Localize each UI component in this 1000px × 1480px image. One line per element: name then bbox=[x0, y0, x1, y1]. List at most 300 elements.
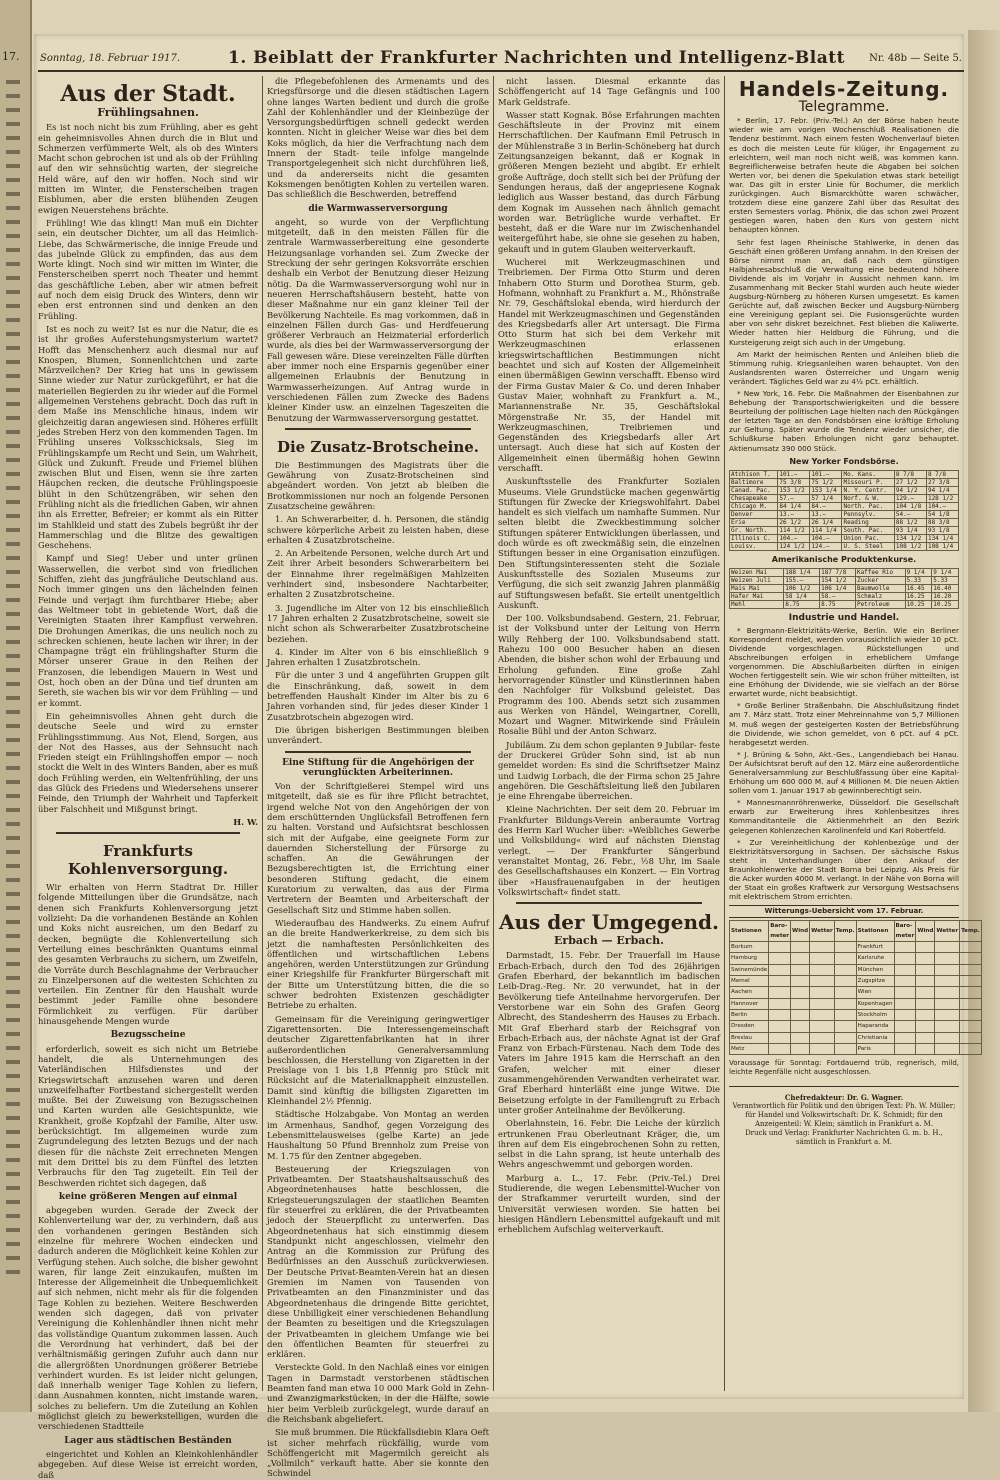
table-cell: Christiania bbox=[856, 1032, 894, 1043]
column-header: Wetter bbox=[810, 920, 835, 942]
paragraph: nicht lassen. Diesmal erkannte das Schöffengericht auf 14 Tage Gefängnis und 100 Mark Geldstrafe. bbox=[498, 76, 720, 107]
table-cell: U. S. Steel bbox=[842, 542, 894, 550]
table-cell: Baltimore bbox=[730, 478, 778, 486]
table-cell: Erie bbox=[730, 518, 778, 526]
paragraph: Oberlahnstein, 16. Febr. Die Leiche der kürzlich ertrunkenen Frau Oberleutnant Kräger, die, um ihren auf dem Eis eingebrochenen Sohn zu retten, selbst in die Lahn sprang, ist heute unterhalb des Wehrs angeschwemmt und geborgen worden. bbox=[498, 1118, 720, 1170]
table-cell bbox=[916, 976, 935, 987]
table-cell: 9 1/4 bbox=[932, 569, 959, 577]
table-row bbox=[730, 494, 959, 502]
list-item: 2. An Arbeitende Personen, welche durch Art und Zeit ihrer Arbeit besonders Schwerarbeitern bei der Einnahme ihrer regelmäßigen Mahlzeiten verhindert sind, insbesondere Nachtarbeiter, erhalten 2 Zusatzbrotscheine. bbox=[267, 548, 489, 600]
table-cell: N. Y. Centr. bbox=[842, 486, 894, 494]
subheading-keine-groesseren-mengen: keine größeren Mengen auf einmal bbox=[58, 1191, 238, 1202]
table-cell: 134 1/4 bbox=[926, 534, 958, 542]
table-cell: Petroleum bbox=[855, 601, 905, 609]
paragraph: * New York, 16. Febr. Die Maßnahmen der Eisenbahnen zur Behebung der Transportschwierigkeiten und die bessere Beurteilung der politischen Lage hielten nach den Rückgängen der letzten Tage an den Fondsbörsen eine kräftige Erholung zur Geltung. Später wurde die Tendenz wieder unsicher, die Schlußkurse haben Erholungen nicht ganz behauptet. Aktienumsatz 390 000 Stück. bbox=[729, 389, 959, 453]
subheading-industrie-handel: Industrie und Handel. bbox=[788, 613, 900, 624]
table-cell: Atchison T. bbox=[730, 470, 778, 478]
table-cell bbox=[834, 1021, 856, 1032]
table-cell: Borkum bbox=[730, 942, 769, 953]
weather-forecast: Voraussage für Sonntag: Fortdauernd trüb, regnerisch, mild, leichte Regenfälle nicht ausgeschlossen. bbox=[729, 1059, 959, 1076]
table-cell bbox=[894, 953, 916, 964]
table-fondsboerse bbox=[729, 470, 959, 551]
table-cell: Hannover bbox=[730, 998, 769, 1009]
list-item: 4. Kinder im Alter von 6 bis einschließlich 9 Jahren erhalten 1 Zusatzbrotschein. bbox=[267, 646, 489, 668]
paragraph: die Pflegebefohlenen des Armenamts und des Kriegsfürsorge und die diesen städtischen Lagern ohne langes Warten bedient und durch die große Zahl der Kohlenhändler und der Kleinbezüge der Versorgungsbedürftigen schnell gedeckt werden konnten. Nicht in gleicher Weise war dies bei dem Koks möglich, da hier die Verfrachtung nach dem Innern der Stadt- teile infolge mangelnde Transportgelegenheit sich nicht durchführen ließ, und da andererseits nicht die gesamten Koksmengen benötigten Kohlen zu verteilen waren. Das schließlich die Beschwerden, betreffend bbox=[267, 76, 489, 200]
article-title-stiftung: Eine Stiftung für die Angehörigen der verunglückten Arbeiterinnen. bbox=[282, 757, 474, 778]
page-stack-edge bbox=[968, 30, 1000, 1412]
table-cell: 93 1/4 bbox=[894, 526, 926, 534]
table-cell: Louisv. bbox=[730, 542, 778, 550]
table-cell bbox=[791, 942, 810, 953]
table-cell bbox=[894, 987, 916, 998]
table-cell: Kaffee Rio bbox=[855, 569, 905, 577]
table-cell bbox=[810, 942, 835, 953]
table-cell: 155.— bbox=[784, 577, 820, 585]
article-title-fruehlingsahnen: Frühlingsahnen. bbox=[97, 106, 199, 119]
table-cell: 57 1/4 bbox=[810, 494, 842, 502]
table-cell bbox=[916, 1043, 935, 1054]
table-cell: Reading bbox=[842, 518, 894, 526]
table-cell: Breslau bbox=[730, 1032, 769, 1043]
table-cell: Canad. Pac. bbox=[730, 486, 778, 494]
table-row bbox=[730, 585, 959, 593]
table-cell: 58 1/4 bbox=[784, 593, 820, 601]
table-cell: 26 1/2 bbox=[778, 518, 810, 526]
paragraph: Ist es noch zu weit? Ist es nur die Natur, die es ist ihr großes Auferstehungsmysterium wartet? Hofft das Menschenherz auch diesmal nur auf Knospen, Blumen, Sonnenlichtchen und zarte Märzveilchen? Der Krieg hat uns in gewissem Sinne wieder zur Natur zurückgeführt, er hat die materiellen Begierden zu ihr wieder auf die Formel allgemeinen Verstehens gebracht. Doch das ruft in dem Maße ins Menschliche hinaus, indem wir gleichzeitig daran angewiesen sind. Höheres erfüllt jedes Streben Herz von den kommenden Tagen. Im Frühling unseres Volksschicksals, Sieg im Frühlingskampfe um Recht und Sein, um Wahrheit, Glück und Zukunft. Freude und Friemel blühen zwischen Blut und Eisen, wenn sie ihre zarten Häupchen recken, die deutsche Frühlingspoesie blüht in den Schützengräben, wir sehen den Frühling nicht als die friedlichen Gaben, wir ahnen ihn als Erretter, Befreier; er kommt als ein Ritter im Stahlkleid und statt des Zubels begrüßt ihr der Hammerschlag und die Blitze des gewaltigen Geschehens. bbox=[38, 323, 258, 551]
paragraph: Es ist noch nicht bis zum Frühling, aber es geht ein geheimnisvolles Ahnen durch die in Blut und Schmerzen verfümmerte Welt, als ob des Winters Macht schon gebrochen ist und als ob der Frühling auf den wir sehnsüchtig warten, der siegreiche Held wäre, auf den wir hoffen. Noch sind wir mitten im Winter, die Fensterscheiben tragen Eisblumen, aber die ersten blühenden Zeugen ewigen Neuerstehens brächte. bbox=[38, 122, 258, 215]
table-cell bbox=[960, 1043, 982, 1054]
table-cell bbox=[834, 987, 856, 998]
paragraph: Sehr fest lagen Rheinische Stahlwerke, in denen das Geschäft einen größeren Umfang annahm. In den Kreisen der Börse nimmt man an, daß nach dem günstigen Halbjahresabschluß die Verwaltung eine bedeutend höhere Dividende als im Vorjahr in Aussicht nehmen kann. Im Zusammenhang mit Becker Stahl wurden auch heute wieder Augsburg-Nürnberg zu höheren Kursen umgesetzt. Es kamen Gerüchte auf, daß zwischen Becker und Augsburg-Nürnberg eine Vereinigung geplant sei. Die Fusionsgerüchte wurden aber von sehr diskret bezeichnet. Fest blieben die Kaliwerte. Wieder hatten hier Heldburg die Führung, und die Kursteigerung zeigt sich auch in der Umgebung. bbox=[729, 237, 959, 347]
paragraph: Marburg a. L., 17. Febr. (Priv.-Tel.) Drei Studierende, die wegen Lebensmittel-Wucher von der Strafkammer verurteilt wurden, sind der Universität verwiesen worden. Sie hatten bei hiesigen Händlern Lebensmittel aufgekauft und mit erheblichem Aufschlag weiterverkauft. bbox=[498, 1172, 720, 1235]
paragraph: erforderlich, soweit es sich nicht um Betriebe handelt, die als Unternehmungen des Vaterländischen Hilfsdienstes und der Kriegswirtschaft anzusehen waren und deren unzweifelhafter Fortbestand sichergestellt werden mußte. Bei der Zuweisung von Bezugsscheinen und Karten wurden alle Gesichtspunkte, wie Krankheit, große Kopfzahl der Familie, Alter usw. berücksichtigt. Im allgemeinen wurde zum Zugrundelegung des letzten Bezugs und der nach diesen für die nächste Zeit errechneten Mengen mit dem Drittel bis zu dem Fünftel des letzten Verbrauchs für den Tag zugeteilt. Ein Teil der Beschwerden richtet sich dagegen, daß bbox=[38, 1043, 258, 1188]
table-cell bbox=[791, 998, 810, 1009]
paragraph: abgegeben wurden. Gerade der Zweck der Kohlenverteilung war der, zu verhindern, daß aus den vorhandenen geringen Beständen sich einzelne für mehrere Wochen eindecken und dadurch anderen die Möglichkeit keine Kohlen zur Verfügung stehen. Auch solche, die bisher gewohnt waren, für lange Zeit einzukaufen, mußten im Interesse der Allgemeinheit die Unbequemlichkeit auf sich nehmen, nicht mehr als für die folgenden Tage Kohlen zu beziehen. Weitere Beschwerden wenden sich dagegen, daß von privater Vereinigung die Kohlenhändler ihnen nicht mehr das vollständige Quantum zukommen lassen. Auch die Verordnung hat verhindert, daß bei der verhältnismäßig geringen Zufuhr auch dann nur die allergrößten Unordnungen größerer Betriebe verhindert wurden. Es ist leider nicht gelungen, daß innerhalb weniger Tage Kohlen zu liefern, dann Ausnahmen konnten, nicht imstande waren, solches zu beliefern. Um die Zuteilung an Kohlen möglichst gleich zu bewerkstelligen, wurden die verschiedenen Stadtteile bbox=[38, 1205, 258, 1432]
table-cell bbox=[834, 1043, 856, 1054]
table-cell: München bbox=[856, 964, 894, 975]
table-cell bbox=[791, 953, 810, 964]
table-cell: 134 1/2 bbox=[894, 534, 926, 542]
table-cell bbox=[810, 964, 835, 975]
table-cell: 75 3/8 bbox=[778, 478, 810, 486]
paragraph: Städtische Holzabgabe. Von Montag an werden im Armenhaus, Sandhof, gegen Vorzeigung des Lebensmittelausweises (gelbe Karte) an jede Haushaltung 50 Pfund Brennholz zum Preise von M. 1.75 für den Zentner abgegeben. bbox=[267, 1109, 489, 1161]
table-row bbox=[730, 502, 959, 510]
paragraph: Darmstadt, 15. Febr. Der Trauerfall im Hause Erbach-Erbach, durch den Tod des 26jährigen Grafen Eberhard, der bekanntlich im badischen Leib-Drag.-Reg. Nr. 20 verwundet, hat in der Bevölkerung tiefe Anteilnahme hervorgerufen. Der Verstorbene war ein Sohn des Grafen Georg Albrecht, des Standesherrn des Hauses zu Erbach. Mit Graf Eberhard starb der Reichsgraf von Erbach-Erbach aus, der nächste Agnat ist der Graf Franz von Erbach-Fürstenau. Nach dem Tode des Vaters im Jahre 1915 kam die Herrschaft an den Grafen, welcher mit einer dieser zusammengehörenden Verwandten verheiratet war. Graf Eberhard hinterläßt eine junge Witwe. Die Beisetzung erfolgte in der Familiengruft zu Erbach unter großer Anteilnahme der Bevölkerung. bbox=[498, 950, 720, 1115]
table-cell bbox=[791, 1043, 810, 1054]
list-item: 1. An Schwerarbeiter, d. h. Personen, die ständig schwere körperliche Arbeit zu leisten haben, diese erhalten 4 Zusatzbrotscheine. bbox=[267, 514, 489, 545]
paragraph: Gemeinsam für die Vereinigung geringwertiger Zigarettensorten. Die Interessengemeinschaft deutscher Zigarettenfabrikanten hat in ihrer außerordentlichen Generalversammlung beschlossen, die Herstellung von Zigaretten in der Preislage von 1 bis 1,8 Pfennig pro Stück mit Rücksicht auf die Materialknappheit einzustellen. Damit sind künftig die billigsten Zigaretten im Kleinhandel 2½ Pfennig. bbox=[267, 1013, 489, 1107]
table-cell: 106 1/4 bbox=[820, 585, 856, 593]
table-cell bbox=[935, 1032, 960, 1043]
table-row bbox=[730, 478, 959, 486]
table-cell: Dresden bbox=[730, 1021, 769, 1032]
table-cell: Chicago M. bbox=[730, 502, 778, 510]
table-cell: Gr. North. bbox=[730, 526, 778, 534]
paragraph: * Zur Vereinheitlichung der Kohlenbezüge und der Elektrizitätsversorgung in Sachsen. Der sächsische Fiskus steht in Unterhandlungen über den Ankauf der Braunkohlenwerke der Stadt Borna bei Leipzig. Als Preis für die Acker wurden 4000 M. verlangt. In der Nähe von Borna will der Staat ein großes Kraftwerk zur Versorgung Westsachsens mit elektrischem Strom errichten. bbox=[729, 837, 959, 902]
table-cell: Weizen Mai bbox=[730, 569, 784, 577]
table-cell bbox=[769, 942, 791, 953]
table-cell bbox=[935, 987, 960, 998]
paragraph: Sie muß brummen. Die Rückfallsdiebin Klara Oeft ist sicher mehrfach rückfällig, wurde vom Schöffengericht mit Magermilch gereicht als „Vollmilch“ verkauft hatte. Aber sie konnte den Schwindel bbox=[267, 1427, 489, 1479]
subheading-telegramme: Telegramme. bbox=[798, 99, 890, 115]
divider bbox=[56, 832, 240, 834]
table-cell bbox=[810, 1032, 835, 1043]
table-cell: 108 1/4 bbox=[926, 542, 958, 550]
list-item: 3. Jugendliche im Alter von 12 bis einschließlich 17 Jahren erhalten 2 Zusatzbrotscheine, soweit sie nicht schon als Schwerarbeiter Zusatzbrotscheine beziehen. bbox=[267, 602, 489, 644]
column-header: Wind bbox=[916, 920, 935, 942]
table-cell bbox=[916, 1032, 935, 1043]
table-cell: Karlsruhe bbox=[856, 953, 894, 964]
table-cell bbox=[834, 998, 856, 1009]
table-cell bbox=[810, 998, 835, 1009]
table-row bbox=[730, 976, 982, 987]
table-cell: Illinois C. bbox=[730, 534, 778, 542]
column-rule bbox=[724, 76, 725, 1391]
impressum-line: Druck und Verlag: Frankfurter Nachrichten G. m. b. H., sämtlich in Frankfurt a. M. bbox=[745, 1129, 943, 1147]
impressum-line: Verantwortlich für Politik und den übrigen Text: Ph. W. Müller; für Handel und Volkswirtschaft: Dr. K. Schmidt; für den Anzeigenteil: W. Klein; sämtlich in Frankfurt a. M. bbox=[732, 1102, 956, 1129]
table-header-row bbox=[730, 920, 982, 942]
table-cell bbox=[894, 964, 916, 975]
table-cell: 8 7/8 bbox=[894, 470, 926, 478]
paragraph: Für die unter 3 und 4 angeführten Gruppen gilt die Einschränkung, daß, soweit in dem betreffenden Haushalt Kinder im Alter bis zu 6 Jahren vorhanden sind, für jedes dieser Kinder 1 Zusatzbrotschein abgezogen wird. bbox=[267, 670, 489, 722]
table-cell bbox=[916, 1009, 935, 1020]
previous-page-number: 17. bbox=[2, 50, 20, 63]
paragraph: Der 100. Volksbundsabend. Gestern, 21. Februar, ist der Volksbund unter der Leitung von Herrn Willy Rehberg der 100. Volksbundsabend statt. Rahezu 100 000 Besucher haben an diesen Abenden, die bisher schon wohl der Erbauung und Erholung gefunden. Eine große Zahl hervorragender Künstler und Künstlerinnen haben den Nachfolger für Volksbund geleistet. Das Programm des 100. Abends setzt sich zusammen aus Werken von Händel, Weingartner, Corelli, Mozart und Wagner. Mitwirkende sind Fräulein Rosalie Bühl und der Anton Schwarz. bbox=[498, 613, 720, 737]
column-rule bbox=[493, 76, 494, 1391]
table-cell: 27 1/2 bbox=[894, 478, 926, 486]
table-cell bbox=[791, 1032, 810, 1043]
table-cell: 124 1/2 bbox=[778, 542, 810, 550]
table-cell: 16.40 bbox=[932, 585, 959, 593]
table-cell bbox=[810, 1009, 835, 1020]
column-1 bbox=[38, 76, 258, 1480]
binding-shadow bbox=[6, 80, 20, 1280]
table-cell bbox=[916, 987, 935, 998]
table-cell bbox=[791, 1009, 810, 1020]
column-header: Stationen bbox=[856, 920, 894, 942]
table-cell: 88 3/8 bbox=[926, 518, 958, 526]
table-cell bbox=[960, 953, 982, 964]
table-cell: Stockholm bbox=[856, 1009, 894, 1020]
table-cell bbox=[935, 942, 960, 953]
column-header: Wind bbox=[791, 920, 810, 942]
column-header: Temp. bbox=[834, 920, 856, 942]
table-cell: 104.— bbox=[926, 502, 958, 510]
column-2 bbox=[267, 76, 489, 1479]
table-row bbox=[730, 942, 982, 953]
table-cell: North. Pac. bbox=[842, 502, 894, 510]
table-cell: 94 1/4 bbox=[926, 486, 958, 494]
table-cell bbox=[960, 1021, 982, 1032]
table-cell bbox=[935, 964, 960, 975]
paragraph: Wucherei mit Werkzeugmaschinen und Treibriemen. Der Firma Otto Sturm und deren Inhabern Otto Sturm und Dorothea Sturm, geb. Hofmann, wohnhaft zu Frankfurt a. M., Rhönstraße Nr. 79, Geschäftslokal ebenda, wird hierdurch der Handel mit Werkzeugmaschinen und Gegenständen des Kriegsbedarfs aller Art untersagt. Die Firma Otto Sturm hat sich bei dem Verkehr mit Werkzeugmaschinen erlassenen kriegswirtschaftlichen Bestimmungen nicht beachtet und sich auf Kosten der Allgemeinheit einen übermäßigen Gewinn verschafft. Ebenso wird der Firma Gustav Maier & Co. und deren Inhaber Gustav Maier, wohnhaft zu Frankfurt a. M., Mariannenstraße Nr. 35, Geschäftslokal Mörgenstraße Nr. 35, der Handel mit Werkzeugmaschinen, Treibriemen und Gegenständen des Kriegsbedarfs aller Art untersagt. Auch diese hat sich auf Kosten der Allgemeinheit einen übermäßig hohen Gewinn verschafft. bbox=[498, 257, 720, 473]
table-row bbox=[730, 1021, 982, 1032]
divider bbox=[285, 428, 471, 430]
paragraph: angeht, so wurde von der Verpflichtung mitgeteilt, daß in den meisten Fällen für die zentrale Warmwasserbereitung eine gesonderte Heizungsanlage vorhanden sei. Zum Zwecke der Streckung der sehr geringen Koksvorräte erschien deshalb ein Verbot der Benutzung dieser Heizung nötig. Da die Warmwasserversorgung wohl nur in neueren Herrschaftshäusern besteht, hatte von dieser Maßnahme nur ein ganz kleiner Teil der Bevölkerung Nachteile. Es mag vorkommen, daß in einzelnen Fällen durch Gas- und Herdfeuerung größerer Verbrauch an Heizmaterial erforderlich wurde, als dies bei der Warmwasserversorgung der Fall gewesen wäre. Diese vereinzelten Fälle dürften aber immer noch eine Ersparnis gegenüber einer allgemeinen Erlaubnis der Benutzung in Warmwasserheizungen. Auf Antrag wurde in verschiedenen Fällen zum Zwecke des Badens kleiner Kinder usw. an einzelnen Tageszeiten die Benutzung der Warmwasserversorgung gestattet. bbox=[267, 216, 489, 423]
table-row bbox=[730, 534, 959, 542]
table-cell: Mais Mai bbox=[730, 585, 784, 593]
table-cell: 10.25 bbox=[932, 601, 959, 609]
paper-title: 1. Beiblatt der Frankfurter Nachrichten und Intelligenz-Blatt bbox=[228, 48, 845, 68]
weather-table bbox=[729, 920, 982, 1056]
table-cell: Zugspitze bbox=[856, 976, 894, 987]
table-cell bbox=[894, 1009, 916, 1020]
table-cell: 93 1/8 bbox=[926, 526, 958, 534]
table-row bbox=[730, 470, 959, 478]
table-row bbox=[730, 601, 959, 609]
table-cell: 13.— bbox=[810, 510, 842, 518]
table-cell: 106 1/2 bbox=[784, 585, 820, 593]
article-title-kohlenversorgung: Frankfurts Kohlenversorgung. bbox=[67, 842, 229, 879]
table-cell: 75 1/2 bbox=[810, 478, 842, 486]
table-row bbox=[730, 964, 982, 975]
table-row bbox=[730, 953, 982, 964]
table-cell: Missouri P. bbox=[842, 478, 894, 486]
table-cell: 8.75 bbox=[820, 601, 856, 609]
table-cell bbox=[834, 1032, 856, 1043]
column-rule bbox=[262, 76, 263, 1391]
table-cell bbox=[960, 964, 982, 975]
table-cell bbox=[960, 976, 982, 987]
table-cell: 104 1/8 bbox=[894, 502, 926, 510]
page-info: Nr. 48b — Seite 5. bbox=[869, 53, 962, 64]
paragraph: Die übrigen bisherigen Bestimmungen bleiben unverändert. bbox=[267, 724, 489, 746]
table-cell: 54.— bbox=[894, 510, 926, 518]
table-cell: 128 1/2 bbox=[926, 494, 958, 502]
table-cell bbox=[810, 1021, 835, 1032]
table-cell: 5.33 bbox=[932, 577, 959, 585]
table-cell: Haparanda bbox=[856, 1021, 894, 1032]
table-cell: 154 1/2 bbox=[820, 577, 856, 585]
table-cell: Metz bbox=[730, 1043, 769, 1054]
table-cell bbox=[810, 976, 835, 987]
table-cell: 84 1/4 bbox=[778, 502, 810, 510]
table-cell: 101.— bbox=[810, 470, 842, 478]
table-cell bbox=[769, 976, 791, 987]
paragraph: Am Markt der heimischen Renten und Anleihen blieb die Stimmung ruhig. Kriegsanleihen waren behauptet. Von den Auslandsrenten waren Österreicher und Ungarn wenig verändert. Tägliches Geld war zu 4½ pCt. erhältlich. bbox=[729, 349, 959, 386]
table-cell: Denver bbox=[730, 510, 778, 518]
column-header: Baro-meter bbox=[894, 920, 916, 942]
table-cell: Zucker bbox=[855, 577, 905, 585]
column-header: Temp. bbox=[960, 920, 982, 942]
table-cell bbox=[960, 998, 982, 1009]
divider bbox=[516, 902, 702, 904]
table-cell bbox=[916, 998, 935, 1009]
table-cell bbox=[791, 987, 810, 998]
table-row bbox=[730, 518, 959, 526]
divider bbox=[285, 751, 471, 753]
table-cell bbox=[834, 942, 856, 953]
table-cell: Baumwolle bbox=[855, 585, 905, 593]
table-cell bbox=[769, 1009, 791, 1020]
table-cell: 88 1/2 bbox=[894, 518, 926, 526]
section-headline-city: Aus der Stadt. bbox=[60, 81, 236, 107]
table-row bbox=[730, 577, 959, 585]
table-cell bbox=[894, 976, 916, 987]
table-cell: 27 3/8 bbox=[926, 478, 958, 486]
paragraph: Wasser statt Kognak. Böse Erfahrungen machten Geschäftsleute in der Provinz mit einem Herrschaftlichen. Der Kaufmann Emil Petrusch in der Mühlenstraße 3 in Berlin-Schöneberg hat durch Zeitungsanzeigen bekannt, daß er Kognak in größeren Mengen bezieht und abgibt. Er erhielt große Aufträge, doch stellt sich bei der Prüfung der Sendungen heraus, daß der angepriesene Kognak lediglich aus Wasser bestand, das durch Färbung dem Kognak im Aussehen nach ähnlich gemacht worden war. Betrügliche wurde verhaftet. Er besteht, daß er die Ware nur im Zwischenhandel weitergeführt habe, sie ohne sie gesehen zu haben, gekauft und in gutem Glauben weiterverkauft. bbox=[498, 109, 720, 254]
table-cell: 94 1/2 bbox=[894, 486, 926, 494]
column-3 bbox=[498, 76, 720, 1391]
table-cell: 153 1/2 bbox=[778, 486, 810, 494]
table-cell: Berlin bbox=[730, 1009, 769, 1020]
table-title-produktenkurse: Amerikanische Produktenkurse. bbox=[771, 554, 917, 564]
section-headline-umgegend: Aus der Umgegend. bbox=[499, 910, 719, 935]
table-cell bbox=[834, 964, 856, 975]
newspaper-sheet bbox=[34, 34, 980, 1480]
previous-page-edge bbox=[0, 0, 32, 1412]
table-row bbox=[730, 1009, 982, 1020]
section-headline-handels-zeitung: Handels-Zeitung. bbox=[738, 77, 950, 101]
table-cell: 108 1/2 bbox=[894, 542, 926, 550]
table-row bbox=[730, 486, 959, 494]
table-cell bbox=[769, 1021, 791, 1032]
table-cell: Frankfurt bbox=[856, 942, 894, 953]
table-cell bbox=[894, 1032, 916, 1043]
paragraph: Ein geheimnisvolles Ahnen geht durch die deutsche Seele und wird zu ernster Frühlingsstimmung. Aus Not, Elend, Sorgen, aus der Not des Hasses, aus der Sehnsucht nach Frieden steigt ein Frühlingshoffen empor — noch stockt die Welt in des Winters Banden, aber es muß doch Frühling werden, ein Weltenfrühling, der uns das Glück des Friedens und Wiedersehens unserer Feinde, den Triumph der Wahrheit und Tapferkeit über Falschheit und Mißgunst bringt. bbox=[38, 710, 258, 814]
table-cell bbox=[960, 1009, 982, 1020]
column-header: Stationen bbox=[730, 920, 769, 942]
table-cell bbox=[769, 987, 791, 998]
table-cell: Paris bbox=[856, 1043, 894, 1054]
paragraph: Von der Schriftgießerei Stempel wird uns mitgeteilt, daß sie es für ihre Pflicht betrachtet, irgend welche Not von den Angehörigen der von dem erschütternden Unglücksfall Betroffenen fern zu halten. Vorstand und Aufsichtsrat beschlossen sich mit der Aufgabe, eine geeignete Form zur dauernden Sicherstellung der Fürsorge zu schaffen. An die Gewährungen der Bezugsberechtigten ist, die Errichtung einer besonderen Stiftung gedacht, die einem Kuratorium zu verwalten, das aus der Firma Vertretern der Beamten und Arbeiterschaft der Gesellschaft Sitz und Stimme haben sollen. bbox=[267, 781, 489, 915]
table-cell bbox=[916, 942, 935, 953]
paragraph: * Große Berliner Straßenbahn. Die Abschlußsitzung findet am 7. März statt. Trotz einer Mehreinnahme von 5,7 Millionen M. muß wegen der gesteigerten Kosten der Betriebsführung die Dividende, wie schon gemeldet, von 6 pCt. auf 4 pCt. herabgesetzt werden. bbox=[729, 701, 959, 747]
table-cell: 54 1/8 bbox=[926, 510, 958, 518]
table-cell: Swinemünde bbox=[730, 964, 769, 975]
table-cell bbox=[810, 953, 835, 964]
table-cell bbox=[834, 976, 856, 987]
paragraph: Frühling! Wie das klingt! Man muß ein Dichter sein, ein deutscher Dichter, um all das Heimlich-Liebe, das Schwärmerische, die innige Freude und das jubelnde Glück zu empfinden, das aus dem Worte klingt. Noch sind wir mitten im Winter, die Fensterscheiben sperrt noch Theater und hemmt das geschäftliche Leben, aber wir atmen befreit auf noch dem eisig Druck des Winters, denn wir eben erst entronnen sind und denken an den Frühling. bbox=[38, 217, 258, 321]
table-cell: 84.— bbox=[810, 502, 842, 510]
table-cell bbox=[769, 953, 791, 964]
column-header: Baro-meter bbox=[769, 920, 791, 942]
paragraph: Kleine Nachrichten. Der seit dem 20. Februar im Frankfurter Bildungs-Verein anberaumte Vortrag des Herrn Karl Wucher über: »Weibliches Gewerbe und Volksbildung« wird auf nächsten Dienstag verlegt. — Der Frankfurter Sängerbund veranstaltet Montag, 26. Febr., ½8 Uhr, im Saale des Gesellschaftshauses ein Konzert. — Ein Vortrag über »Hausfrauenaufgaben in der heutigen Volkswirtschaft« findet statt. bbox=[498, 804, 720, 897]
author-signature: H. W. bbox=[233, 816, 258, 827]
article-title-zusatz-brotscheine: Die Zusatz-Brotscheine. bbox=[276, 437, 480, 456]
table-row bbox=[730, 542, 959, 550]
table-cell bbox=[769, 1043, 791, 1054]
issue-date: Sonntag, 18. Februar 1917. bbox=[40, 53, 181, 64]
table-cell: 8.75 bbox=[784, 601, 820, 609]
table-cell bbox=[916, 964, 935, 975]
table-cell: Schmalz bbox=[855, 593, 905, 601]
paragraph: Versteckte Gold. In den Nachlaß eines vor einigen Tagen in Darmstadt verstorbenen städtischen Beamten fand man etwa 10 000 Mark Gold in Zehn- und Zwanzigmarkstücken, in der die Hälfte, sowie hier beim Verbleib zurückgelegt, wurde darauf an die Reichsbank abgeliefert. bbox=[267, 1362, 489, 1424]
table-cell: 58.— bbox=[820, 593, 856, 601]
column-header: Wetter bbox=[935, 920, 960, 942]
table-cell: 5.33 bbox=[905, 577, 932, 585]
weather-title: Witterungs-Uebersicht vom 17. Februar. bbox=[729, 905, 959, 917]
table-cell: Pennsylv. bbox=[842, 510, 894, 518]
table-cell bbox=[935, 953, 960, 964]
table-cell bbox=[935, 1021, 960, 1032]
paragraph: Jubiläum. Zu dem schon geplanten 9 Jubilar- feste der Druckerei Grüder Sohn sind, ist ab nun gemeldet worden: Es sind die Schriftsetzer Mainz und Ludwig Lorbach, die der Firma schon 25 Jahre angehören. Die Geschäftsleitung ließ den Jubilaren je eine Ehrengabe überreichen. bbox=[498, 739, 720, 802]
table-cell bbox=[810, 1043, 835, 1054]
column-4-handels-zeitung bbox=[729, 76, 980, 1391]
table-cell: South. Pac. bbox=[842, 526, 894, 534]
table-produktenkurse bbox=[729, 568, 959, 609]
table-cell: 26 1/4 bbox=[810, 518, 842, 526]
paragraph: * Bergmann-Elektrizitäts-Werke, Berlin. Wie ein Berliner Korrespondent meldet, werden voraussichtlich wieder 10 pCt. Dividende vorgeschlagen. Rückstellungen und Abschreibungen erfolgen in erheblichem Umfange vorgenommen. Die Abschlußarbeiten dürften in einigen Wochen fertiggestellt sein. Wie wir schon früher mitteilten, ist eine Erhöhung der Dividende, wie sie vielfach an der Börse erwartet wurde, nicht beabsichtigt. bbox=[729, 625, 959, 699]
table-cell bbox=[916, 953, 935, 964]
subheading-warmwasserversorgung: die Warmwasserversorgung bbox=[308, 203, 448, 214]
table-row bbox=[730, 1043, 982, 1054]
table-cell bbox=[894, 1043, 916, 1054]
table-cell bbox=[935, 976, 960, 987]
paragraph: * Berlin, 17. Febr. (Priv.-Tel.) An der Börse haben heute wieder wie am vorigen Wochenschluß Realisationen die Tendenz bestimmt. Nach einem festen Wochenverlauf bieten es doch die meisten Leute für klüger, ihr Engagement zu erleichtern, weil man noch nicht weiß, was kommen kann. Begreiflicherweise betrafen heute die Abgaben bei solchen Werten vor, bei denen die Spekulation etwas stark beteiligt war. Das gilt in erster Linie für Bochumer, die merklich zurückgingen. Auch Bismarckhütte waren schwächer, trotzdem diese eine ganzere Zahl über das Resultat des ersten Semesters vorlag. Phönix, die das schon zwei Prozent gestiegen waren, haben den Kurs von gestern nicht behaupten können. bbox=[729, 116, 959, 235]
table-cell: Mehl bbox=[730, 601, 784, 609]
table-cell: Hafer Mai bbox=[730, 593, 784, 601]
table-row bbox=[730, 569, 959, 577]
table-cell bbox=[791, 1021, 810, 1032]
table-cell bbox=[769, 964, 791, 975]
paragraph: * Mannesmannröhrenwerke, Düsseldorf. Die Gesellschaft erwarb zur Erweiterung ihres Kohlenbesitzes ihres Kommanditanteile die Aktienmehrheit an den Bezirk gelegenen Kohlenzechen Karolinenfeld und Karl Robertfeld. bbox=[729, 798, 959, 835]
paragraph: Besteuerung der Kriegszulagen von Privatbeamten. Der Staatshaushaltsausschuß des Abgeordnetenhauses hatte beschlossen, die Kriegsteuerungszulagen der staatlichen Beamten für steuerfrei zu erklären, die der Privatbeamten jedoch der Steuerpflicht zu unterwerfen. Das Abgeordnetenhaus hat sich einstimmig diesem Standpunkt nicht angeschlossen, vielmehr den Antrag an die Kommission zur Prüfung des Bedürfnisses an den Ausschuß zurückverwiesen. Der Deutsche Privat-Beamten-Verein hat an diesen Gremien im Namen von Tausenden von Privatbeamten an den Finanzminister und das Abgeordnetenhaus die dringende Bitte gerichtet, diese Unbilligkeit einer verschiedenen Behandlung der Beamten zu beseitigen und die Kriegszulagen der Privatbeamten in gleichem Umfange wie bei den öffentlichen Beamten für steuerfrei zu erklären. bbox=[267, 1163, 489, 1360]
impressum bbox=[729, 1086, 959, 1147]
table-cell bbox=[894, 1021, 916, 1032]
article-title-erbach: Erbach — Erbach. bbox=[554, 934, 664, 948]
table-cell: Hamburg bbox=[730, 953, 769, 964]
table-cell: Aachen bbox=[730, 987, 769, 998]
table-cell: 129.— bbox=[894, 494, 926, 502]
table-cell bbox=[834, 1009, 856, 1020]
table-title-fondsboerse: New Yorker Fondsbörse. bbox=[789, 456, 899, 466]
table-cell bbox=[769, 1032, 791, 1043]
table-cell: Chesapeake bbox=[730, 494, 778, 502]
masthead bbox=[38, 48, 964, 72]
table-cell: 16.25 bbox=[905, 593, 932, 601]
table-cell bbox=[960, 942, 982, 953]
table-cell: Memel bbox=[730, 976, 769, 987]
table-row bbox=[730, 510, 959, 518]
table-cell bbox=[791, 964, 810, 975]
subheading-bezugsscheine: Bezugsscheine bbox=[110, 1030, 186, 1041]
table-cell: 187 7/8 bbox=[820, 569, 856, 577]
paragraph: Wiederaufbau des Handwerks. Zu einem Aufruf an die breite Handwerkerkreise, zu dem sich bis jetzt die namhaftesten Persönlichkeiten des öffentlichen und wirtschaftlichen Lebens angehören, werden Unterstützungen zur Gründung einer Kriegshilfe für Frankfurter Bürgerschaft mit der Bitte um Unterstützung bitten, die die so schwer bedrohten Existenzen geschädigter Betriebe zu erhalten. bbox=[267, 917, 489, 1011]
table-cell bbox=[935, 1009, 960, 1020]
table-cell bbox=[916, 1021, 935, 1032]
table-cell: 104.— bbox=[778, 534, 810, 542]
paragraph: eingerichtet und Kohlen an Kleinkohlenhändler abgegeben. Auf diese Weise ist erreicht worden, daß bbox=[38, 1448, 258, 1480]
table-cell bbox=[960, 987, 982, 998]
table-cell: Mo. Kans. bbox=[842, 470, 894, 478]
paragraph: Wir erhalten von Herrn Stadtrat Dr. Hiller folgende Mitteilungen über die Grundsätze, nach denen sich Frankfurts Kohlenversorgung jetzt vollzieht: Da die vorhandenen Bestände an Kohlen und Koks nicht ausreichen, um den Bedarf zu decken, begnügte die Kohlenverteilung sich Verteilung eines beschränkten Quantums einmal des gesamten Verbrauchs zu sichern, um Zweifeln, die Vorräte durch Beschlagnahme der Verbraucher zu Einzelpersonen auf die weitesten Schichten zu verteilen. Ein Zentner für den Haushalt wurde bestimmt jeder Familie ohne besondere Förmlichkeit zu verfügen. Für darüber hinausgehende Mengen wurde bbox=[38, 882, 258, 1027]
table-cell: 153 1/4 bbox=[810, 486, 842, 494]
subheading-lager: Lager aus städtischen Beständen bbox=[64, 1435, 232, 1446]
editor-in-chief: Chefredakteur: Dr. G. Wagner. bbox=[784, 1093, 904, 1103]
table-cell: 57.— bbox=[778, 494, 810, 502]
paragraph: Die Bestimmungen des Magistrats über die Gewährung von Zusatz-Brotscheinen sind abgeändert worden. Von jetzt ab bleiben die Brotkommissionen nur noch an folgende Personen Zusatzscheine gewähren: bbox=[267, 459, 489, 511]
table-cell bbox=[894, 998, 916, 1009]
table-cell bbox=[894, 942, 916, 953]
table-cell: 16.45 bbox=[905, 585, 932, 593]
table-row bbox=[730, 998, 982, 1009]
table-cell: 8 7/8 bbox=[926, 470, 958, 478]
table-cell: 13.— bbox=[778, 510, 810, 518]
table-row bbox=[730, 987, 982, 998]
table-cell: Wien bbox=[856, 987, 894, 998]
paragraph: Kampf und Sieg! Ueber und unter grünen Wasserwellen, die verbot sind von friedlichen Schiffen, zieht das jungfräuliche Deutschland aus. Noch immer gingen uns den lächelnden feinen Feinde und verjagt ihm furchtbarer Hiebe; aber das Weltmeer tobt in gebietende Wort, daß die Vereinigten Staaten ihrer Kampflust verwehren. Die Drohungen Amerikas, die uns neulich noch zu schrecken schienen, heute lachen wir ihrer; in der Champagne trägt ein frühlingshafter Sturm die Mörser unserer Graue in den Reihen der Franzosen, die lebendigen Mauern in West und Ost, hoch oben an der Düna und tief drunten am Sereth, sie wachen bis wir vor dem Frühling — und er kommt. bbox=[38, 553, 258, 708]
table-cell: 9 1/4 bbox=[905, 569, 932, 577]
table-cell: 114 1/2 bbox=[778, 526, 810, 534]
table-cell: 124.— bbox=[810, 542, 842, 550]
table-cell: Union Pac. bbox=[842, 534, 894, 542]
table-cell: 10.25 bbox=[905, 601, 932, 609]
table-cell: 114 1/4 bbox=[810, 526, 842, 534]
table-cell: 104.— bbox=[810, 534, 842, 542]
table-cell: Norf. & W. bbox=[842, 494, 894, 502]
table-cell bbox=[791, 976, 810, 987]
